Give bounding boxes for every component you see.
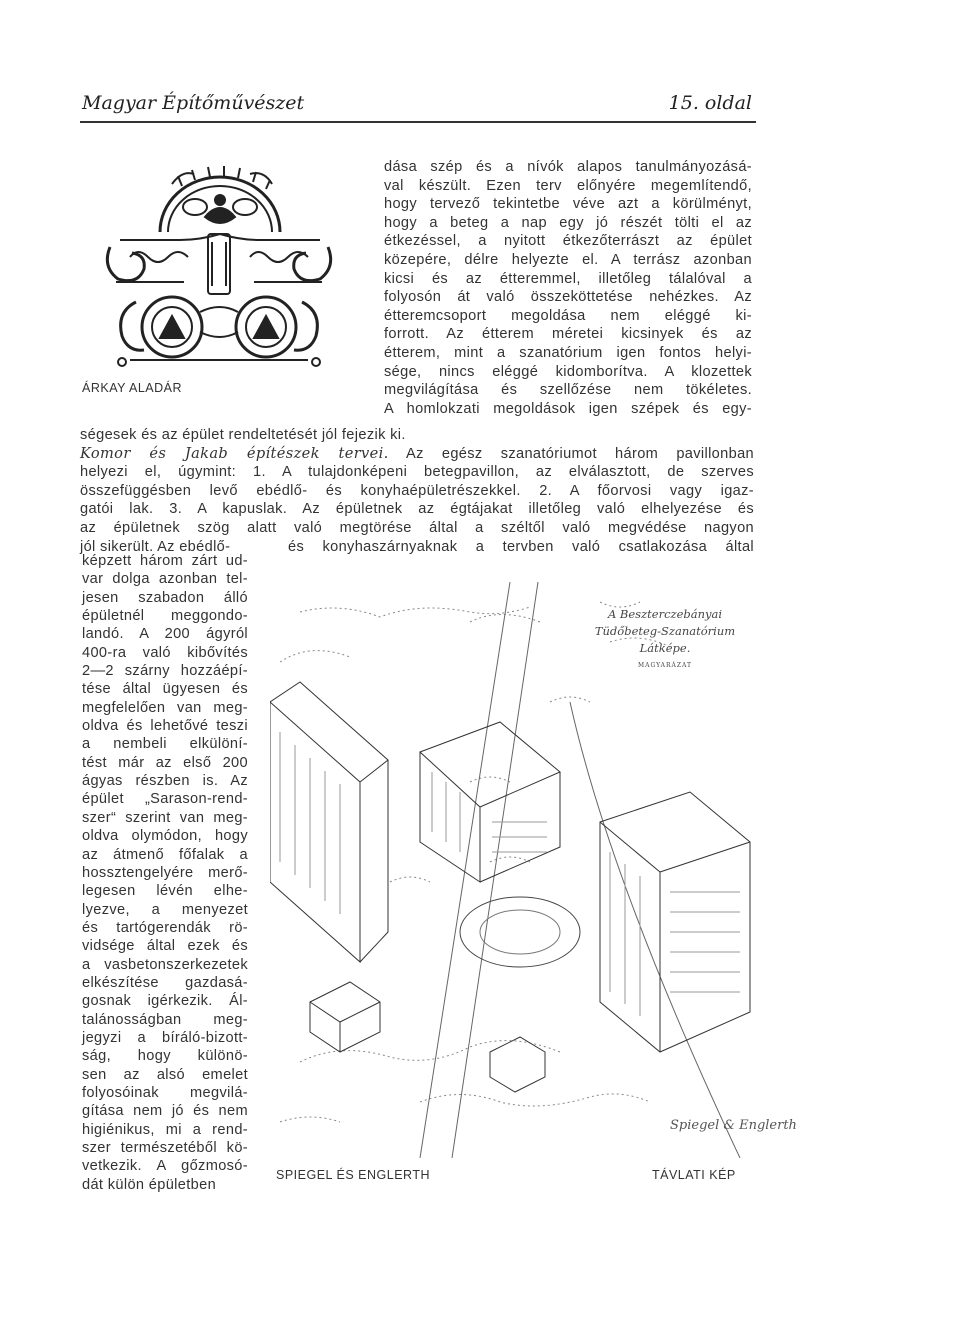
text-line: 400-ra való kibővítés: [82, 644, 248, 661]
text-line: megfelelően van meg-: [82, 699, 248, 716]
text-line: a vasbetonszerkezetek: [82, 956, 248, 973]
inscription-line: Látképe.: [639, 641, 691, 655]
text-line: sen az alsó emelet: [82, 1066, 248, 1083]
top-right-column: [384, 158, 752, 418]
text-line: ság, hogy különö-: [82, 1048, 248, 1065]
header-rule: [80, 121, 756, 123]
text-line: lyezve, a menyezet: [82, 901, 248, 918]
text-line: oldva olymódon, hogy: [82, 828, 248, 845]
text-line: hossztengelyére merő-: [82, 864, 248, 881]
text-line: a nembeli elkülöní-: [82, 736, 248, 753]
inscription-line: MAGYARÁZAT: [637, 662, 693, 669]
text-line: helyezi el, úgymint: 1. A tulajdonképeni betegpavillon, az elválasztott, de szerves: [80, 464, 754, 481]
text-line: legesen lévén elhe-: [82, 883, 248, 900]
text-line: tése által ügyesen és: [82, 681, 248, 698]
text-run: és konyhaszárnyaknak a tervben való csatlakozása által: [288, 538, 754, 555]
ornament-illustration: [100, 162, 338, 372]
page-number: 15. oldal: [668, 92, 752, 114]
journal-title: Magyar Építőművészet: [82, 92, 305, 114]
text-line: szer“ szerint van meg-: [82, 809, 248, 826]
text-line: jegyzi a bíráló-bizott-: [82, 1029, 248, 1046]
text-line: étterem, mint a szanatórium igen fontos helyi-: [384, 344, 752, 361]
text-line: dása szép és a nívók alapos tanulmányozásá-: [384, 159, 752, 175]
text-line: landó. A 200 ágyról: [82, 626, 248, 643]
text-line: folyosón át való összeköttetése nehézkes. Az: [384, 289, 752, 306]
text-line: megvilágítása és szellőzése nem tökéletes.: [384, 382, 752, 399]
text-line: var dolga azonban tel-: [82, 571, 248, 588]
text-line: forrott. Az étterem méretei kicsinyek és az: [384, 326, 752, 343]
text-line: tést már az első 200: [82, 754, 248, 771]
text-line: talánosságban meg-: [82, 1011, 248, 1028]
text-line: ágyas részben is. Az: [82, 773, 248, 790]
text-line: és tartógerendák rö-: [82, 919, 248, 936]
caption-arkay: ÁRKAY ALADÁR: [82, 381, 183, 395]
caption-view: TÁVLATI KÉP: [652, 1168, 736, 1182]
text-line: épület „Sarason-rend-: [82, 791, 248, 808]
text-line: A homlokzati megoldások igen szépek és egy-: [384, 400, 752, 417]
text-run: jól sikerült. Az ebédlő-: [80, 538, 231, 555]
text-line: sége, nincs eléggé kidomborítva. A klozettek: [384, 363, 752, 380]
text-line: gítása nem jó és nem: [82, 1103, 248, 1120]
text-line: gatói lak. 3. A kapuslak. Az épületnek az égtájakat illetőleg való elhelyezése és: [80, 501, 754, 518]
text-line: vidsége által ezek és: [82, 938, 248, 955]
inscription-line: Tüdőbeteg-Szanatórium: [594, 624, 736, 638]
text-line: gosnak igérkezik. Ál-: [82, 993, 248, 1010]
left-column: [82, 552, 248, 1194]
text-line: 2—2 szárny hozzáépí-: [82, 663, 248, 680]
drawing-inscription: [560, 606, 770, 674]
text-line: szer természetéből kö-: [82, 1140, 248, 1156]
text-line: képzett három zárt ud-: [82, 553, 248, 569]
text-line: hogy tervező tekintetbe véve azt a körülményt,: [384, 196, 752, 213]
text-line: összefüggésben levő ebédlő- és konyhaépületrészekkel. 2. A főorvosi vagy igaz-: [80, 482, 754, 499]
section-title: Komor és Jakab építészek tervei.: [80, 444, 389, 462]
text-line: [80, 445, 754, 464]
text-line: higiénikus, mi a rend-: [82, 1121, 248, 1138]
text-line: kicsi és az étteremmel, illetőleg tálalóval a: [384, 270, 752, 287]
inscription-line: A Beszterczebányai: [607, 607, 723, 621]
text-line: ségesek és az épület rendeltetését jól fejezik ki.: [80, 427, 406, 443]
text-line: val készült. Ezen terv előnyére megemlítendő,: [384, 177, 752, 194]
text-line: folyosóinak megvilá-: [82, 1084, 248, 1101]
text-line: jesen szabadon álló: [82, 589, 248, 606]
text-line: oldva és lehetővé teszi: [82, 718, 248, 735]
text-line: közepére, délre helyezte el. A terrász azonban: [384, 251, 752, 268]
drawing-signature: Spiegel & Englerth: [670, 1118, 797, 1133]
caption-spiegel: SPIEGEL ÉS ENGLERTH: [276, 1168, 430, 1182]
text-line: étkezéssel, a nyitott étkezőterrászt az épület: [384, 233, 752, 250]
text-line: az átmenő főfalak a: [82, 846, 248, 863]
text-line: vetkezik. A gőzmosó-: [82, 1158, 248, 1175]
text-line: épületnél meggondo-: [82, 608, 248, 625]
text-line: hogy a beteg a nap egy jó részét tölti el az: [384, 214, 752, 231]
text-line: az épületnek szög alatt való megtörése által a széltől való megvédése nagyon: [80, 519, 754, 536]
full-width-block: [80, 426, 754, 556]
text-line: dát külön épületben: [82, 1176, 217, 1193]
text-line: elkészítése gazdasá-: [82, 974, 248, 991]
text-line: étteremcsoport megoldása nem eléggé ki-: [384, 307, 752, 324]
text-run: Az egész szanatóriumot három pavillonban: [388, 445, 755, 462]
